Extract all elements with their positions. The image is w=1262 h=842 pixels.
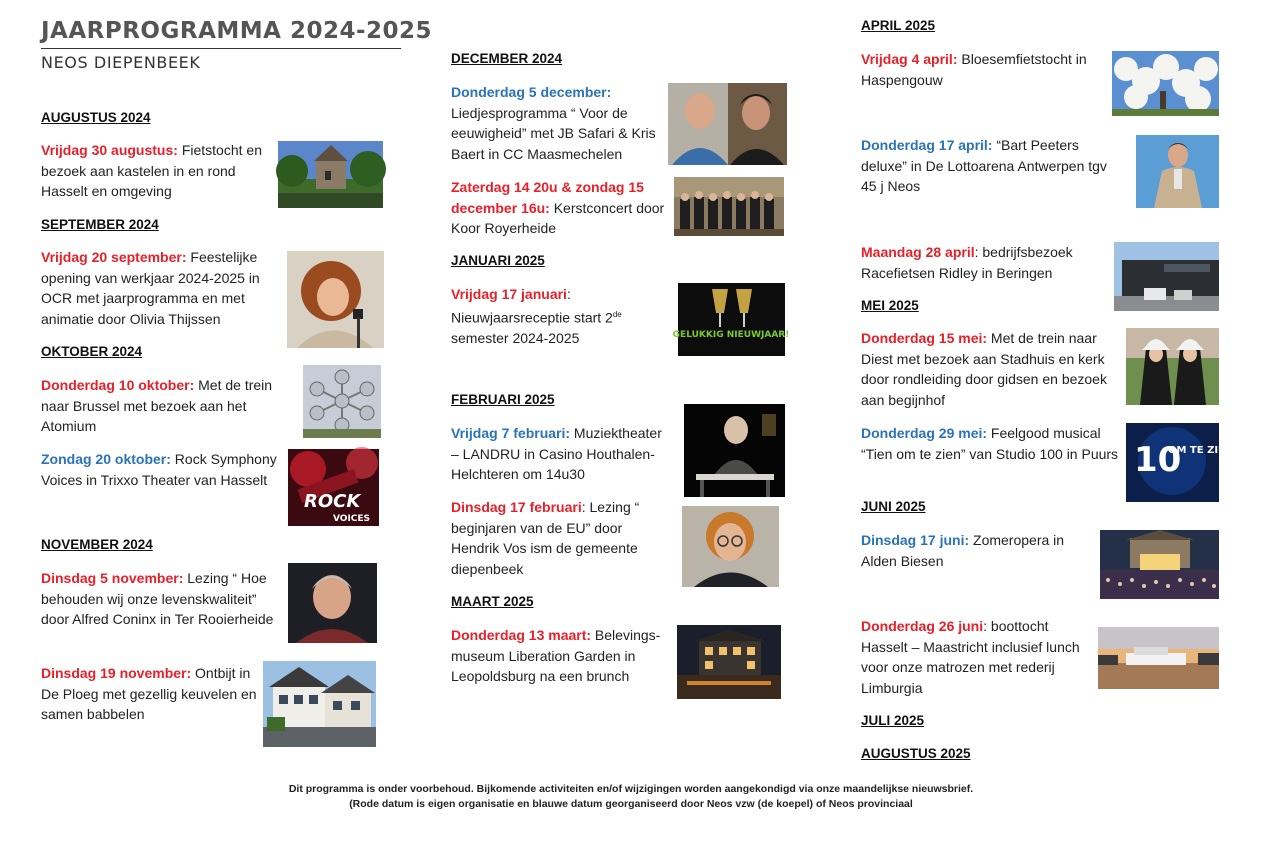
event-text: : boottocht Hasselt – Maastricht inclusief lunch voor onze matrozen met rederij Limburgia: [861, 618, 1080, 696]
event-date: Vrijdag 4 april:: [861, 51, 958, 67]
page-title: JAARPROGRAMMA 2024-2025: [41, 18, 433, 44]
event-ridley: [861, 242, 1111, 283]
event-ontbijt-de-ploeg: [41, 663, 259, 725]
event-text: semester 2024-2025: [451, 329, 580, 346]
month-heading-jun-2025: JUNI 2025: [861, 499, 926, 514]
month-heading-feb-2025: FEBRUARI 2025: [451, 392, 555, 407]
month-heading-jan-2025: JANUARI 2025: [451, 253, 545, 268]
boat-limburgia-photo: [1098, 627, 1219, 689]
event-text: Ontbijt in De Ploeg met gezellig keuvelen en samen babbelen: [41, 665, 257, 722]
event-date: Zondag 20 oktober:: [41, 451, 171, 467]
event-text: : bedrijfsbezoek Racefietsen Ridley in Beringen: [861, 244, 1073, 281]
event-text: Belevings-museum Liberation Garden in Leopoldsburg na een brunch: [451, 627, 661, 684]
event-text: Bloesemfietstocht in Haspengouw: [861, 51, 1087, 88]
atomium-photo: [303, 365, 381, 438]
event-date: Vrijdag 30 augustus:: [41, 142, 178, 158]
event-text: Rock Symphony Voices in Trixxo Theater van Hasselt: [41, 451, 277, 488]
alden-biesen-opera-photo: [1100, 530, 1219, 599]
tien-om-te-zien-poster: [1126, 423, 1234, 502]
event-text: Feestelijke opening van werkjaar 2024-2025 in OCR met jaarprogramma en met animatie door Olivia Thijssen: [41, 249, 260, 327]
event-date: Donderdag 15 mei:: [861, 330, 988, 346]
month-heading-aug-2024: AUGUSTUS 2024: [41, 110, 151, 125]
event-zomeropera: [861, 530, 1095, 571]
month-heading-aug-2025: AUGUSTUS 2025: [861, 746, 971, 761]
event-text: Zomeropera in Alden Biesen: [861, 532, 1065, 569]
event-date: Zaterdag 14 20u & zondag 15 december 16u:: [451, 179, 644, 216]
event-atomium: [41, 375, 285, 437]
bart-peeters-photo: [1136, 135, 1219, 208]
title-divider: [41, 48, 401, 49]
event-date: Dinsdag 19 november:: [41, 665, 192, 681]
bloesem-photo: [1112, 51, 1219, 116]
rock-voices-poster: [288, 449, 379, 526]
event-date: Donderdag 5 december:: [451, 84, 612, 100]
event-text: Kerstconcert door Koor Royerheide: [451, 199, 665, 236]
month-heading-apr-2025: APRIL 2025: [861, 18, 936, 33]
musical-title: OM TE ZIEN: [1168, 445, 1234, 456]
month-heading-sep-2024: SEPTEMBER 2024: [41, 217, 159, 232]
month-heading-mei-2025: MEI 2025: [861, 298, 919, 313]
event-tien-om-te-zien: [861, 423, 1123, 464]
hendrik-vos-photo: [682, 506, 779, 587]
event-lezing-eu: [451, 497, 673, 579]
event-date: Donderdag 13 maart:: [451, 627, 592, 643]
event-kerstconcert: [451, 177, 671, 239]
event-text: “Bart Peeters deluxe” in De Lottoarena Antwerpen tgv 45 j Neos: [861, 137, 1107, 194]
month-heading-okt-2024: OKTOBER 2024: [41, 344, 143, 359]
koor-royerheide-photo: [674, 177, 784, 236]
alfred-coninx-photo: [288, 563, 377, 643]
event-text: Met de trein naar Diest met bezoek aan Stadhuis en kerk door rondleiding door gidsen en bezoek aan begijnhof: [861, 330, 1107, 408]
musical-number: 10: [1134, 440, 1182, 480]
event-lezing-levenskwaliteit: [41, 568, 275, 630]
liberation-garden-photo: [677, 625, 781, 699]
event-boottocht: [861, 616, 1095, 698]
event-text: Met de trein naar Brussel met bezoek aan het Atomium: [41, 377, 273, 434]
footer-disclaimer: Dit programma is onder voorbehoud. Bijkomende activiteiten en/of wijzigingen worden aangekondigd via onze maandelijkse nieuwsbrief.: [288, 783, 974, 795]
event-colon: :: [566, 286, 571, 302]
ridley-building-photo: [1114, 242, 1219, 311]
event-date: Donderdag 26 juni: [861, 618, 984, 634]
month-heading-dec-2024: DECEMBER 2024: [451, 51, 563, 66]
month-heading-nov-2024: NOVEMBER 2024: [41, 537, 153, 552]
event-date: Donderdag 29 mei:: [861, 425, 988, 441]
event-date: Dinsdag 17 februari: [451, 499, 582, 515]
event-fietstocht: [41, 140, 273, 202]
event-text: Lezing “ Hoe behouden wij onze levenskwaliteit” door Alfred Coninx in Ter Rooierheide: [41, 570, 274, 627]
event-liberation-garden: [451, 625, 673, 687]
event-text-sup: de: [612, 309, 622, 319]
olivia-thijssen-photo: [287, 251, 384, 348]
event-date: Dinsdag 5 november:: [41, 570, 184, 586]
event-bloesemfietstocht: [861, 49, 1109, 90]
event-date: Donderdag 17 april:: [861, 137, 993, 153]
event-text: Nieuwjaarsreceptie start 2: [451, 309, 613, 326]
voices-text: VOICES: [333, 514, 371, 524]
event-date: Vrijdag 20 september:: [41, 249, 187, 265]
event-date: Maandag 28 april: [861, 244, 975, 260]
event-voor-de-eeuwigheid: [451, 82, 663, 164]
footer-color-legend: (Rode datum is eigen organisatie en blauwe datum georganiseerd door Neos vzw (de koepel) of Neos provinciaal: [349, 798, 913, 810]
event-date: Vrijdag 17 januari: [451, 286, 567, 302]
page-subtitle: NEOS DIEPENBEEK: [41, 53, 201, 72]
diest-nuns-photo: [1126, 328, 1219, 405]
event-landru: [451, 423, 673, 485]
event-opening-werkjaar: [41, 247, 281, 329]
de-ploeg-photo: [263, 661, 376, 747]
event-text: Liedjesprogramma “ Voor de eeuwigheid” met JB Safari & Kris Baert in CC Maasmechelen: [451, 104, 656, 162]
rock-text: ROCK: [304, 491, 361, 512]
castle-photo: [278, 141, 383, 208]
event-bart-peeters: [861, 135, 1123, 197]
event-text: Fietstocht en bezoek aan kastelen in en rond Hasselt en omgeving: [41, 142, 262, 199]
event-rock-symphony: [41, 449, 285, 490]
event-nieuwjaarsreceptie: [451, 284, 671, 348]
event-date: Donderdag 10 oktober:: [41, 377, 195, 393]
month-heading-jul-2025: JULI 2025: [861, 713, 925, 728]
landru-theater-photo: [684, 404, 785, 497]
event-text: Muziektheater – LANDRU in Casino Houthalen-Helchteren om 14u30: [451, 425, 662, 482]
jb-safari-kris-baert-photo: [668, 83, 787, 165]
event-date: Vrijdag 7 februari:: [451, 425, 571, 441]
nieuwjaar-text: GELUKKIG NIEUWJAAR!: [672, 330, 790, 340]
event-date: Dinsdag 17 juni:: [861, 532, 970, 548]
nieuwjaar-champagne-image: [672, 283, 790, 356]
event-text: Feelgood musical “Tien om te zien” van Studio 100 in Puurs: [861, 425, 1119, 462]
event-diest: [861, 328, 1123, 410]
event-text: : Lezing “ beginjaren van de EU” door Hendrik Vos ism de gemeente diepenbeek: [451, 499, 640, 577]
month-heading-mrt-2025: MAART 2025: [451, 594, 534, 609]
